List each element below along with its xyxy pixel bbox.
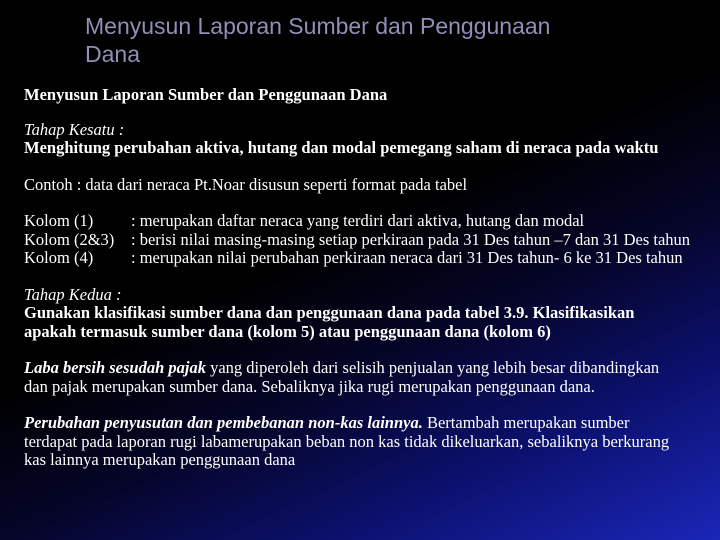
perubahan-bold-phrase: Perubahan penyusutan dan pembebanan non-kas lainnya. bbox=[24, 413, 423, 432]
laba-rest: yang diperoleh dari selisih penjualan yang lebih besar dibandingkan bbox=[205, 358, 660, 377]
laba-paragraph-line-1 bbox=[24, 359, 702, 378]
kolom-desc: : berisi nilai masing-masing setiap perkiraan pada 31 Des tahun –7 dan 31 Des tahun bbox=[131, 229, 691, 249]
tahap-kedua-line-2: apakah termasuk sumber dana (kolom 5) atau penggunaan dana (kolom 6) bbox=[24, 321, 551, 341]
perubahan-paragraph-line-2: terdapat pada laporan rugi labamerupakan beban non kas tidak dikeluarkan, sebaliknya berkurang bbox=[24, 431, 670, 451]
tahap-kedua-label: Tahap Kedua : bbox=[24, 284, 122, 304]
tahap-kesatu-label: Tahap Kesatu : bbox=[24, 119, 125, 139]
tahap-kedua-line-1: Gunakan klasifikasi sumber dana dan penggunaan dana pada tabel 3.9. Klasifikasikan bbox=[24, 303, 635, 322]
laba-paragraph-line-2: dan pajak merupakan sumber dana. Sebaliknya jika rugi merupakan penggunaan dana. bbox=[24, 376, 595, 396]
kolom-label: Kolom (4) bbox=[24, 248, 94, 267]
slide-title-line-1: Menyusun Laporan Sumber dan Penggunaan bbox=[85, 13, 551, 39]
laba-bold-phrase: Laba bersih sesudah pajak bbox=[24, 358, 206, 377]
contoh-text: Contoh : data dari neraca Pt.Noar disusun seperti format pada tabel bbox=[24, 174, 468, 194]
kolom-row bbox=[24, 212, 702, 231]
content-heading: Menyusun Laporan Sumber dan Penggunaan Dana bbox=[24, 86, 388, 104]
kolom-desc: : merupakan nilai perubahan perkiraan neraca dari 31 Des tahun- 6 ke 31 Des tahun bbox=[131, 248, 683, 267]
kolom-row bbox=[24, 231, 702, 250]
tahap-kesatu-text: Menghitung perubahan aktiva, hutang dan modal pemegang saham di neraca pada waktu bbox=[24, 138, 659, 157]
content-image-text bbox=[0, 86, 702, 506]
perubahan-paragraph-line-3: kas lainnya merupakan penggunaan dana bbox=[24, 450, 296, 469]
perubahan-paragraph-line-1 bbox=[24, 414, 702, 433]
kolom-desc: : merupakan daftar neraca yang terdiri dari aktiva, hutang dan modal bbox=[131, 211, 585, 230]
perubahan-rest: Bertambah merupakan sumber bbox=[422, 413, 630, 432]
kolom-label: Kolom (1) bbox=[24, 211, 94, 230]
slide-title bbox=[85, 12, 685, 68]
slide-title-line-2: Dana bbox=[85, 41, 140, 67]
kolom-row bbox=[24, 249, 702, 268]
kolom-label: Kolom (2&3) bbox=[24, 229, 115, 249]
